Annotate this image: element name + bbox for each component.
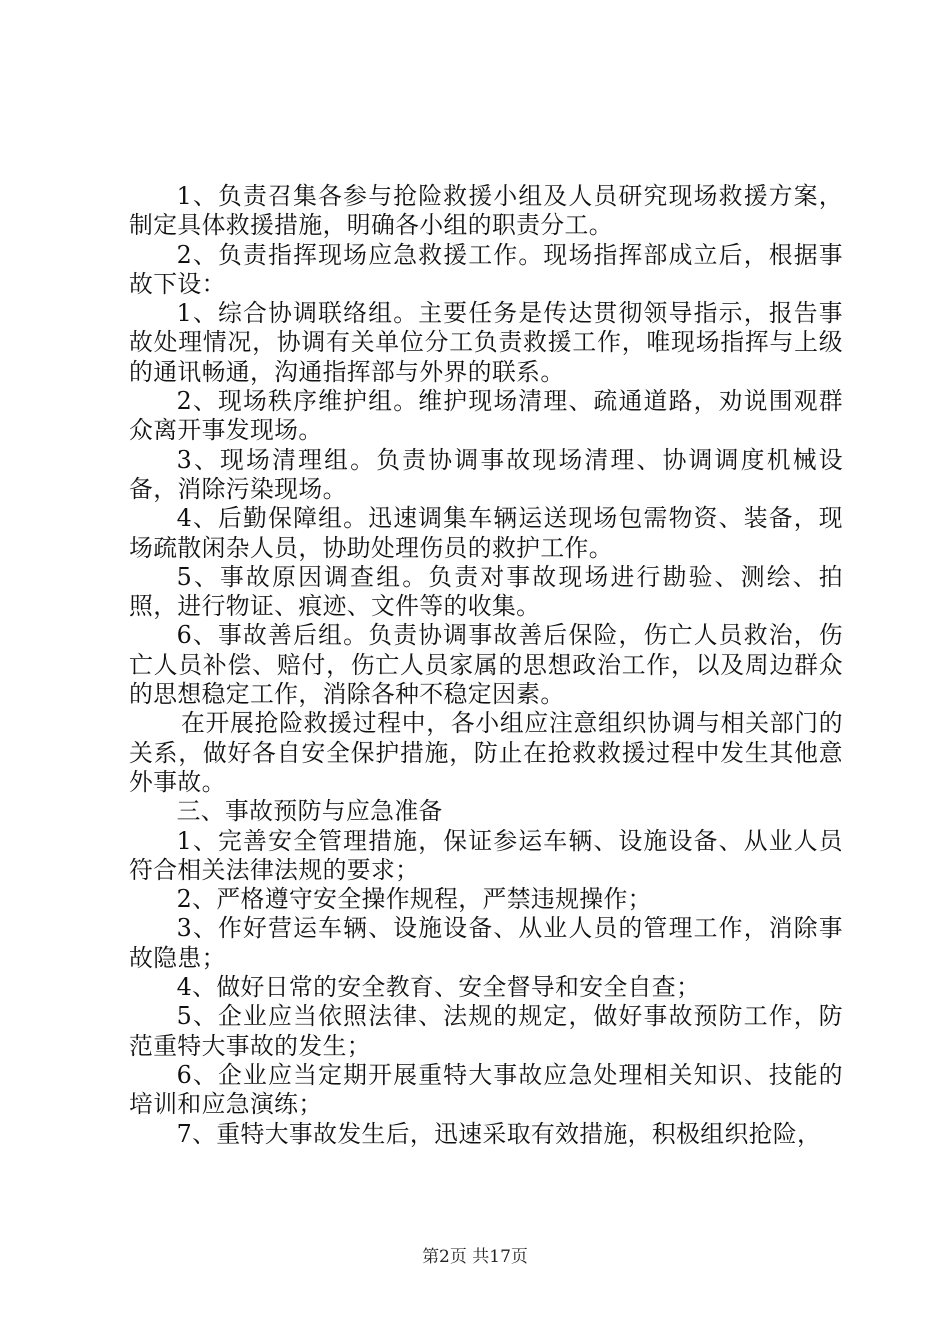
paragraph: 4、做好日常的安全教育、安全督导和安全自查；: [176, 973, 701, 1002]
paragraph: 2、负责指挥现场应急救援工作。现场指挥部成立后，根据事故下设：: [129, 240, 843, 298]
paragraph: 2、严格遵守安全操作规程，严禁违规操作；: [176, 885, 652, 914]
section-heading: 三、事故预防与应急准备: [176, 797, 443, 826]
page-number: 第2页 共17页: [422, 1247, 528, 1267]
paragraph: 6、事故善后组。负责协调事故善后保险，伤亡人员救治，伤亡人员补偿、赔付，伤亡人员家属的思想政治工作，以及周边群众的思想稳定工作，消除各种不稳定因素。: [129, 621, 843, 709]
paragraph: 5、企业应当依照法律、法规的规定，做好事故预防工作，防范重特大事故的发生；: [129, 1002, 843, 1060]
paragraph: 1、负责召集各参与抢险救援小组及人员研究现场救援方案，制定具体救援措施，明确各小组的职责分工。: [129, 182, 843, 240]
paragraph: 3、现场清理组。负责协调事故现场清理、协调调度机械设备，消除污染现场。: [129, 445, 843, 503]
paragraph: 7、重特大事故发生后，迅速采取有效措施，积极组织抢险，: [176, 1119, 822, 1148]
paragraph: 1、综合协调联络组。主要任务是传达贯彻领导指示，报告事故处理情况，协调有关单位分工负责救援工作，唯现场指挥与上级的通讯畅通，沟通指挥部与外界的联系。: [129, 299, 843, 386]
paragraph: 在开展抢险救援过程中，各小组应注意组织协调与相关部门的关系，做好各自安全保护措施，防止在抢救救援过程中发生其他意外事故。: [129, 709, 843, 796]
paragraph: 2、现场秩序维护组。维护现场清理、疏通道路，劝说围观群众离开事发现场。: [129, 387, 843, 445]
document-body: [129, 182, 843, 1149]
paragraph: 5、事故原因调查组。负责对事故现场进行勘验、测绘、拍照，进行物证、痕迹、文件等的收集。: [129, 562, 843, 621]
paragraph: 6、企业应当定期开展重特大事故应急处理相关知识、技能的培训和应急演练；: [129, 1060, 843, 1119]
paragraph: 3、作好营运车辆、设施设备、从业人员的管理工作，消除事故隐患；: [129, 914, 843, 972]
page-footer: [0, 1247, 950, 1267]
paragraph: 1、完善安全管理措施，保证参运车辆、设施设备、从业人员符合相关法律法规的要求；: [129, 826, 843, 884]
paragraph: 4、后勤保障组。迅速调集车辆运送现场包需物资、装备，现场疏散闲杂人员，协助处理伤员的救护工作。: [129, 504, 843, 562]
